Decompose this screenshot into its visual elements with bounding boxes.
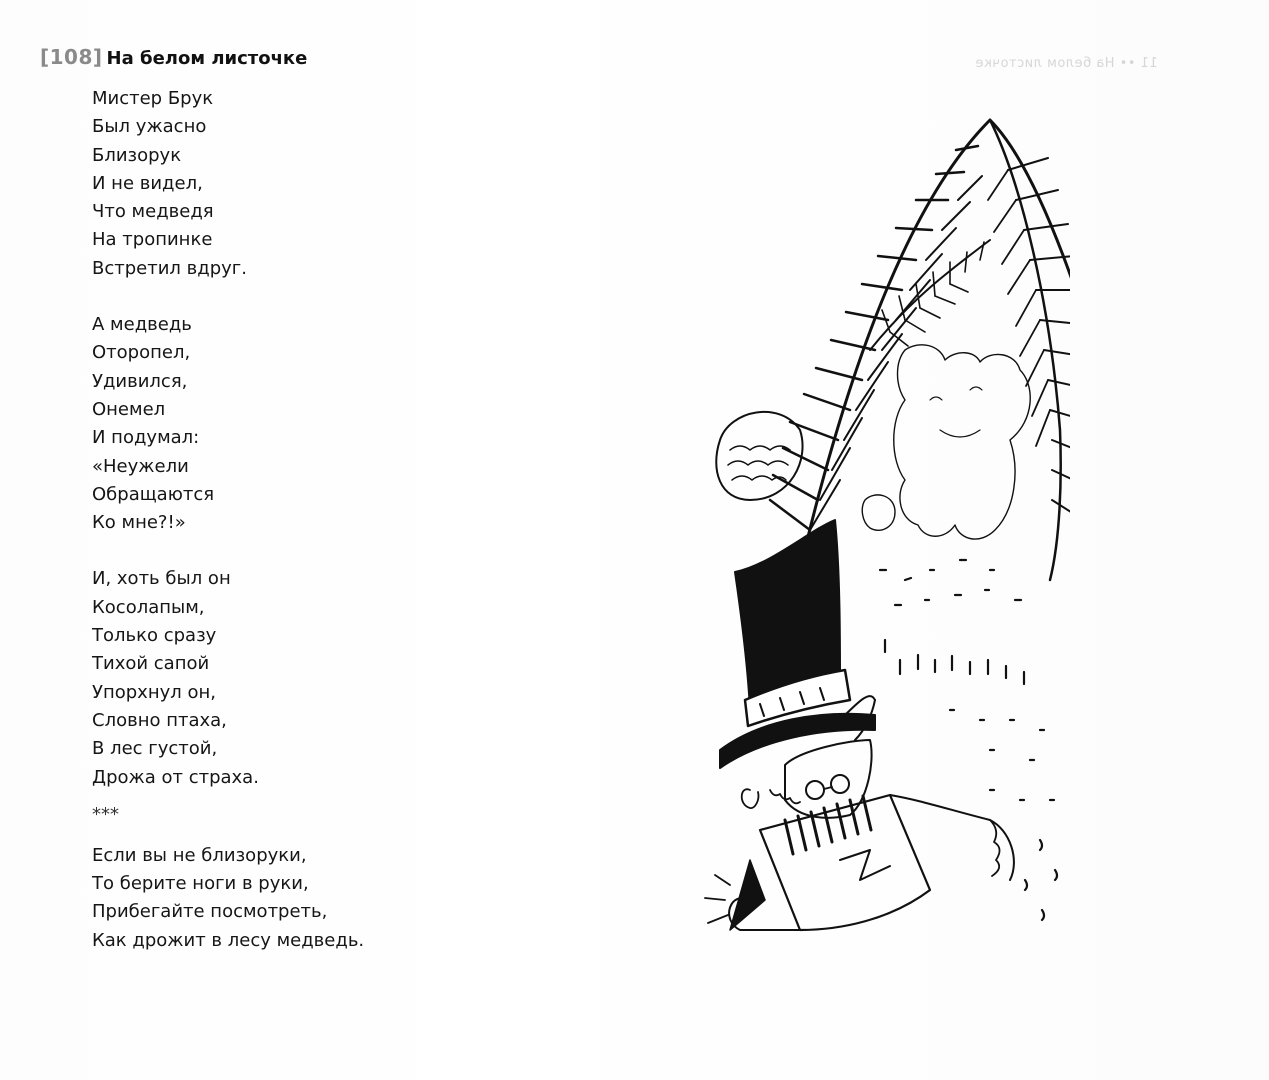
poem — [92, 85, 452, 983]
poem-line: Если вы не близоруки, — [92, 844, 307, 866]
poem-line: Как дрожит в лесу медведь. — [92, 929, 365, 951]
poem-line: Встретил вдруг. — [92, 257, 247, 279]
poem-line: И подумал: — [92, 427, 200, 449]
stanza-2 — [92, 311, 452, 537]
poem-line: Упорхнул он, — [92, 681, 216, 703]
bear-figure — [862, 345, 1030, 539]
poem-line: Оторопел, — [92, 342, 191, 364]
ink-drawing — [690, 100, 1070, 950]
poem-line: Был ужасно — [92, 116, 207, 138]
page-number: [108] — [40, 45, 103, 69]
illustration-mister-bruk-and-bear — [690, 100, 1070, 950]
poem-line: Дрожа от страха. — [92, 766, 259, 788]
poem-line: И не видел, — [92, 172, 203, 194]
poem-line: То берите ноги в руки, — [92, 873, 309, 895]
top-hat — [720, 520, 875, 768]
pine-cone-left — [716, 412, 802, 500]
poem-line: «Неужели — [92, 455, 189, 477]
stanza-1 — [92, 85, 452, 283]
poem-line: В лес густой, — [92, 738, 218, 760]
poem-line: И, хоть был он — [92, 568, 231, 590]
epilogue — [92, 842, 452, 955]
poem-line: Что медведя — [92, 201, 214, 223]
show-through-header: 11 •• На белом листочке — [975, 56, 1158, 71]
poem-line: Удивился, — [92, 370, 188, 392]
poem-line: Обращаются — [92, 483, 215, 505]
chapter-title: На белом листочке — [106, 48, 308, 69]
poem-line: Близорук — [92, 144, 182, 166]
coat — [705, 795, 1014, 930]
poem-line: Ко мне?!» — [92, 512, 186, 534]
poem-line: На тропинке — [92, 229, 213, 251]
poem-line: Только сразу — [92, 625, 217, 647]
poem-line: Мистер Брук — [92, 88, 214, 109]
page-header — [40, 45, 307, 69]
poem-line: Словно птаха, — [92, 709, 227, 731]
spruce-branch — [770, 120, 1070, 580]
poem-line: А медведь — [92, 314, 192, 336]
stanza-3 — [92, 565, 452, 791]
poem-line: Онемел — [92, 398, 166, 420]
section-separator: *** — [92, 803, 119, 825]
poem-line: Косолапым, — [92, 596, 205, 618]
poem-line: Тихой сапой — [92, 653, 210, 675]
motion-dots — [880, 560, 1057, 920]
poem-line: Прибегайте посмотреть, — [92, 901, 328, 923]
